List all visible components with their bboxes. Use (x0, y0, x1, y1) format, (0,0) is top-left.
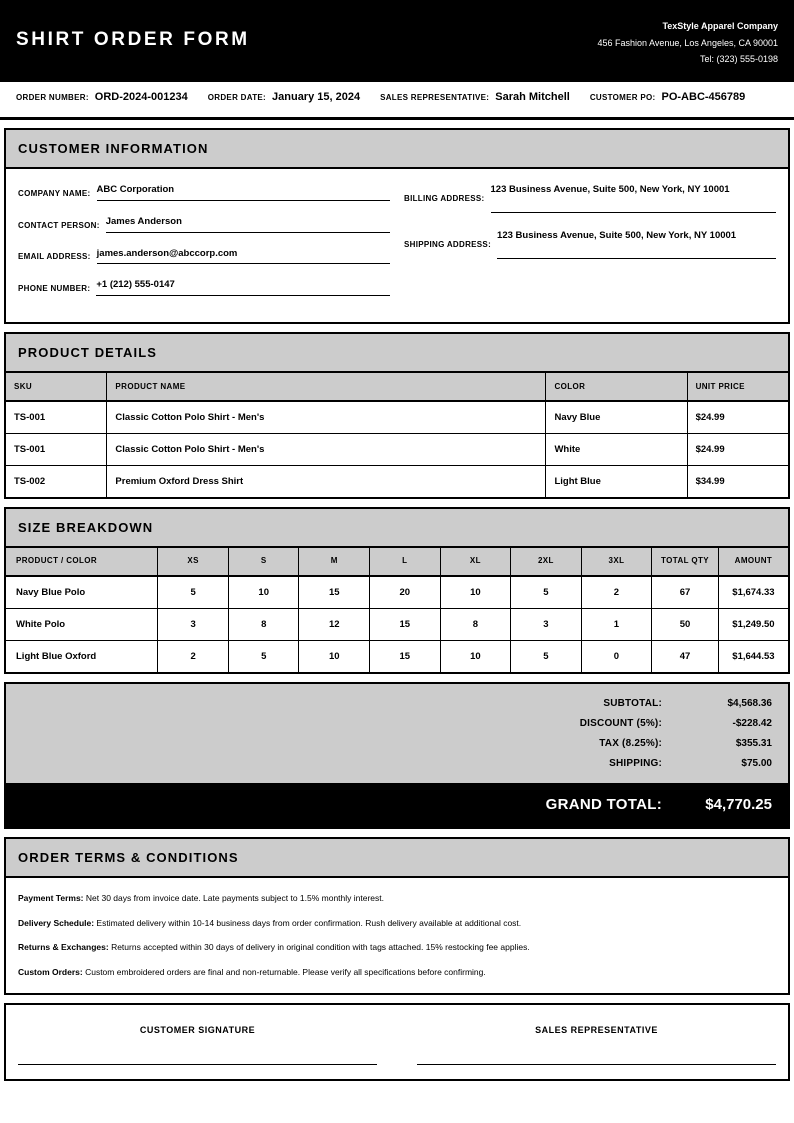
cell-xl: 10 (440, 576, 511, 609)
total-row-shipping (6, 758, 772, 769)
table-header-row (5, 372, 789, 401)
customer-signature-line[interactable] (18, 1039, 377, 1065)
size-breakdown-table (4, 546, 790, 674)
total-label: DISCOUNT (5%): (579, 717, 662, 729)
field-label: COMPANY NAME: (18, 188, 91, 198)
field-contact-person (18, 215, 390, 233)
column-header-sku: SKU (5, 372, 107, 401)
column-header-color: COLOR (546, 372, 687, 401)
size-breakdown-section (4, 507, 790, 674)
cell-l: 20 (370, 576, 441, 609)
cell-unit-price: $24.99 (687, 401, 789, 434)
terms-section (4, 837, 790, 995)
meta-value: January 15, 2024 (272, 91, 361, 103)
grand-total-amount: $4,770.25 (705, 795, 772, 813)
cell-total-qty: 47 (652, 640, 719, 673)
cell-m: 12 (299, 608, 370, 640)
field-label: BILLING ADDRESS: (404, 193, 485, 203)
cell-product-color: Light Blue Oxford (5, 640, 158, 673)
company-info (598, 18, 778, 68)
field-company-name (18, 183, 390, 201)
total-row-discount (6, 718, 772, 729)
term-key: Payment Terms: (18, 892, 84, 903)
meta-customer-po (590, 91, 745, 103)
field-label: SHIPPING ADDRESS: (404, 239, 492, 249)
company-address: 456 Fashion Avenue, Los Angeles, CA 90001 (597, 37, 778, 48)
total-label: TAX (8.25%): (599, 737, 662, 749)
column-header-xs: XS (158, 547, 229, 576)
column-header-3xl: 3XL (581, 547, 652, 576)
term-text: Estimated delivery within 10-14 business days from order confirmation. Rush delivery available at additional cost. (94, 917, 522, 928)
field-billing-address (404, 183, 776, 213)
meta-label: ORDER DATE: (207, 93, 267, 102)
cell-xl: 8 (440, 608, 511, 640)
meta-order-date (208, 91, 360, 103)
totals-section (4, 682, 790, 829)
term-key: Delivery Schedule: (18, 917, 95, 928)
terms-body (4, 876, 790, 995)
document-header (0, 0, 794, 82)
field-shipping-address (404, 229, 776, 259)
cell-2xl: 3 (511, 608, 582, 640)
field-value[interactable]: ABC Corporation (97, 183, 391, 201)
cell-xl: 10 (440, 640, 511, 673)
cell-color: Light Blue (546, 466, 687, 499)
field-email-address (18, 247, 390, 265)
cell-s: 10 (228, 576, 299, 609)
term-text: Custom embroidered orders are final and non-returnable. Please verify all specifications before confirming. (82, 967, 486, 978)
total-amount: $4,568.36 (727, 697, 772, 709)
customer-left-column (18, 183, 390, 310)
meta-label: ORDER NUMBER: (16, 93, 89, 102)
field-value[interactable]: 123 Business Avenue, Suite 500, New York, NY 10001 (491, 183, 776, 213)
meta-order-number (16, 91, 188, 103)
cell-unit-price: $34.99 (687, 466, 789, 499)
sales-signature-line[interactable] (417, 1039, 776, 1065)
section-title-customer-information: CUSTOMER INFORMATION (4, 128, 790, 167)
field-value[interactable]: +1 (212) 555-0147 (96, 278, 390, 296)
cell-2xl: 5 (511, 576, 582, 609)
sales-signature-block (417, 1025, 776, 1065)
column-header-total-qty: TOTAL QTY (652, 547, 719, 576)
cell-s: 5 (228, 640, 299, 673)
cell-s: 8 (228, 608, 299, 640)
meta-value: PO-ABC-456789 (661, 91, 746, 103)
cell-color: Navy Blue (546, 401, 687, 434)
cell-product-color: White Polo (5, 608, 158, 640)
cell-sku: TS-002 (5, 466, 107, 499)
term-payment-terms (18, 892, 776, 905)
cell-m: 15 (299, 576, 370, 609)
total-row-tax (6, 738, 772, 749)
term-key: Returns & Exchanges: (18, 942, 109, 953)
cell-product-name: Classic Cotton Polo Shirt - Men's (107, 401, 546, 434)
field-label: PHONE NUMBER: (18, 284, 91, 294)
cell-unit-price: $24.99 (687, 434, 789, 466)
table-header-row (5, 547, 789, 576)
column-header-l: L (370, 547, 441, 576)
total-amount: $75.00 (741, 757, 772, 769)
customer-signature-label: CUSTOMER SIGNATURE (139, 1024, 256, 1035)
order-meta-bar (0, 82, 794, 120)
field-phone-number (18, 278, 390, 296)
term-delivery-schedule (18, 917, 776, 930)
cell-amount: $1,674.33 (718, 576, 789, 609)
cell-m: 10 (299, 640, 370, 673)
grand-total-label: GRAND TOTAL: (545, 795, 662, 813)
section-title-terms: ORDER TERMS & CONDITIONS (4, 837, 790, 876)
customer-information-body (4, 167, 790, 324)
totals-breakdown (6, 684, 788, 783)
cell-xs: 5 (158, 576, 229, 609)
term-key: Custom Orders: (18, 967, 83, 978)
cell-amount: $1,249.50 (718, 608, 789, 640)
cell-3xl: 0 (581, 640, 652, 673)
cell-product-name: Classic Cotton Polo Shirt - Men's (107, 434, 546, 466)
customer-signature-block (18, 1025, 377, 1065)
cell-total-qty: 50 (652, 608, 719, 640)
term-text: Net 30 days from invoice date. Late payments subject to 1.5% monthly interest. (83, 892, 385, 903)
company-phone: Tel: (323) 555-0198 (699, 54, 778, 65)
cell-amount: $1,644.53 (718, 640, 789, 673)
meta-value: Sarah Mitchell (495, 91, 570, 103)
total-amount: -$228.42 (732, 717, 772, 729)
sales-signature-label: SALES REPRESENTATIVE (535, 1024, 658, 1035)
field-value[interactable]: James Anderson (106, 215, 390, 233)
customer-information-section (4, 128, 790, 324)
signature-section (4, 1003, 790, 1081)
page-title: SHIRT ORDER FORM (16, 29, 250, 50)
column-header-product-name: PRODUCT NAME (107, 372, 546, 401)
column-header-unit-price: UNIT PRICE (687, 372, 789, 401)
term-text: Returns accepted within 30 days of delivery in original condition with tags attached. 15% restocking fee applies. (108, 942, 530, 953)
meta-label: SALES REPRESENTATIVE: (380, 93, 490, 102)
total-label: SHIPPING: (609, 757, 662, 769)
column-header-amount: AMOUNT (718, 547, 789, 576)
company-name: TexStyle Apparel Company (662, 21, 778, 31)
cell-3xl: 2 (581, 576, 652, 609)
table-row (5, 608, 789, 640)
section-title-product-details: PRODUCT DETAILS (4, 332, 790, 371)
cell-l: 15 (370, 608, 441, 640)
total-amount: $355.31 (735, 737, 772, 749)
field-label: CONTACT PERSON: (18, 220, 100, 230)
section-title-size-breakdown: SIZE BREAKDOWN (4, 507, 790, 546)
column-header-m: M (299, 547, 370, 576)
cell-xs: 3 (158, 608, 229, 640)
cell-color: White (546, 434, 687, 466)
cell-total-qty: 67 (652, 576, 719, 609)
total-label: SUBTOTAL: (603, 697, 662, 709)
table-row (5, 434, 789, 466)
cell-sku: TS-001 (5, 401, 107, 434)
term-returns-exchanges (18, 941, 776, 954)
cell-xs: 2 (158, 640, 229, 673)
cell-sku: TS-001 (5, 434, 107, 466)
column-header-product-color: PRODUCT / COLOR (5, 547, 158, 576)
meta-value: ORD-2024-001234 (94, 91, 188, 103)
cell-product-color: Navy Blue Polo (5, 576, 158, 609)
table-row (5, 401, 789, 434)
meta-label: CUSTOMER PO: (589, 93, 656, 102)
field-value[interactable]: james.anderson@abccorp.com (97, 247, 390, 265)
column-header-2xl: 2XL (511, 547, 582, 576)
field-value[interactable]: 123 Business Avenue, Suite 500, New York, NY 10001 (497, 229, 776, 259)
table-row (5, 640, 789, 673)
term-custom-orders (18, 966, 776, 979)
cell-l: 15 (370, 640, 441, 673)
cell-3xl: 1 (581, 608, 652, 640)
table-row (5, 576, 789, 609)
column-header-xl: XL (440, 547, 511, 576)
product-details-section (4, 332, 790, 499)
cell-product-name: Premium Oxford Dress Shirt (107, 466, 546, 499)
field-label: EMAIL ADDRESS: (18, 252, 91, 262)
meta-sales-representative (380, 91, 570, 103)
table-row (5, 466, 789, 499)
product-details-table (4, 371, 790, 499)
customer-right-column (404, 183, 776, 310)
total-row-subtotal (6, 698, 772, 709)
column-header-s: S (228, 547, 299, 576)
grand-total-bar (6, 783, 788, 827)
cell-2xl: 5 (511, 640, 582, 673)
